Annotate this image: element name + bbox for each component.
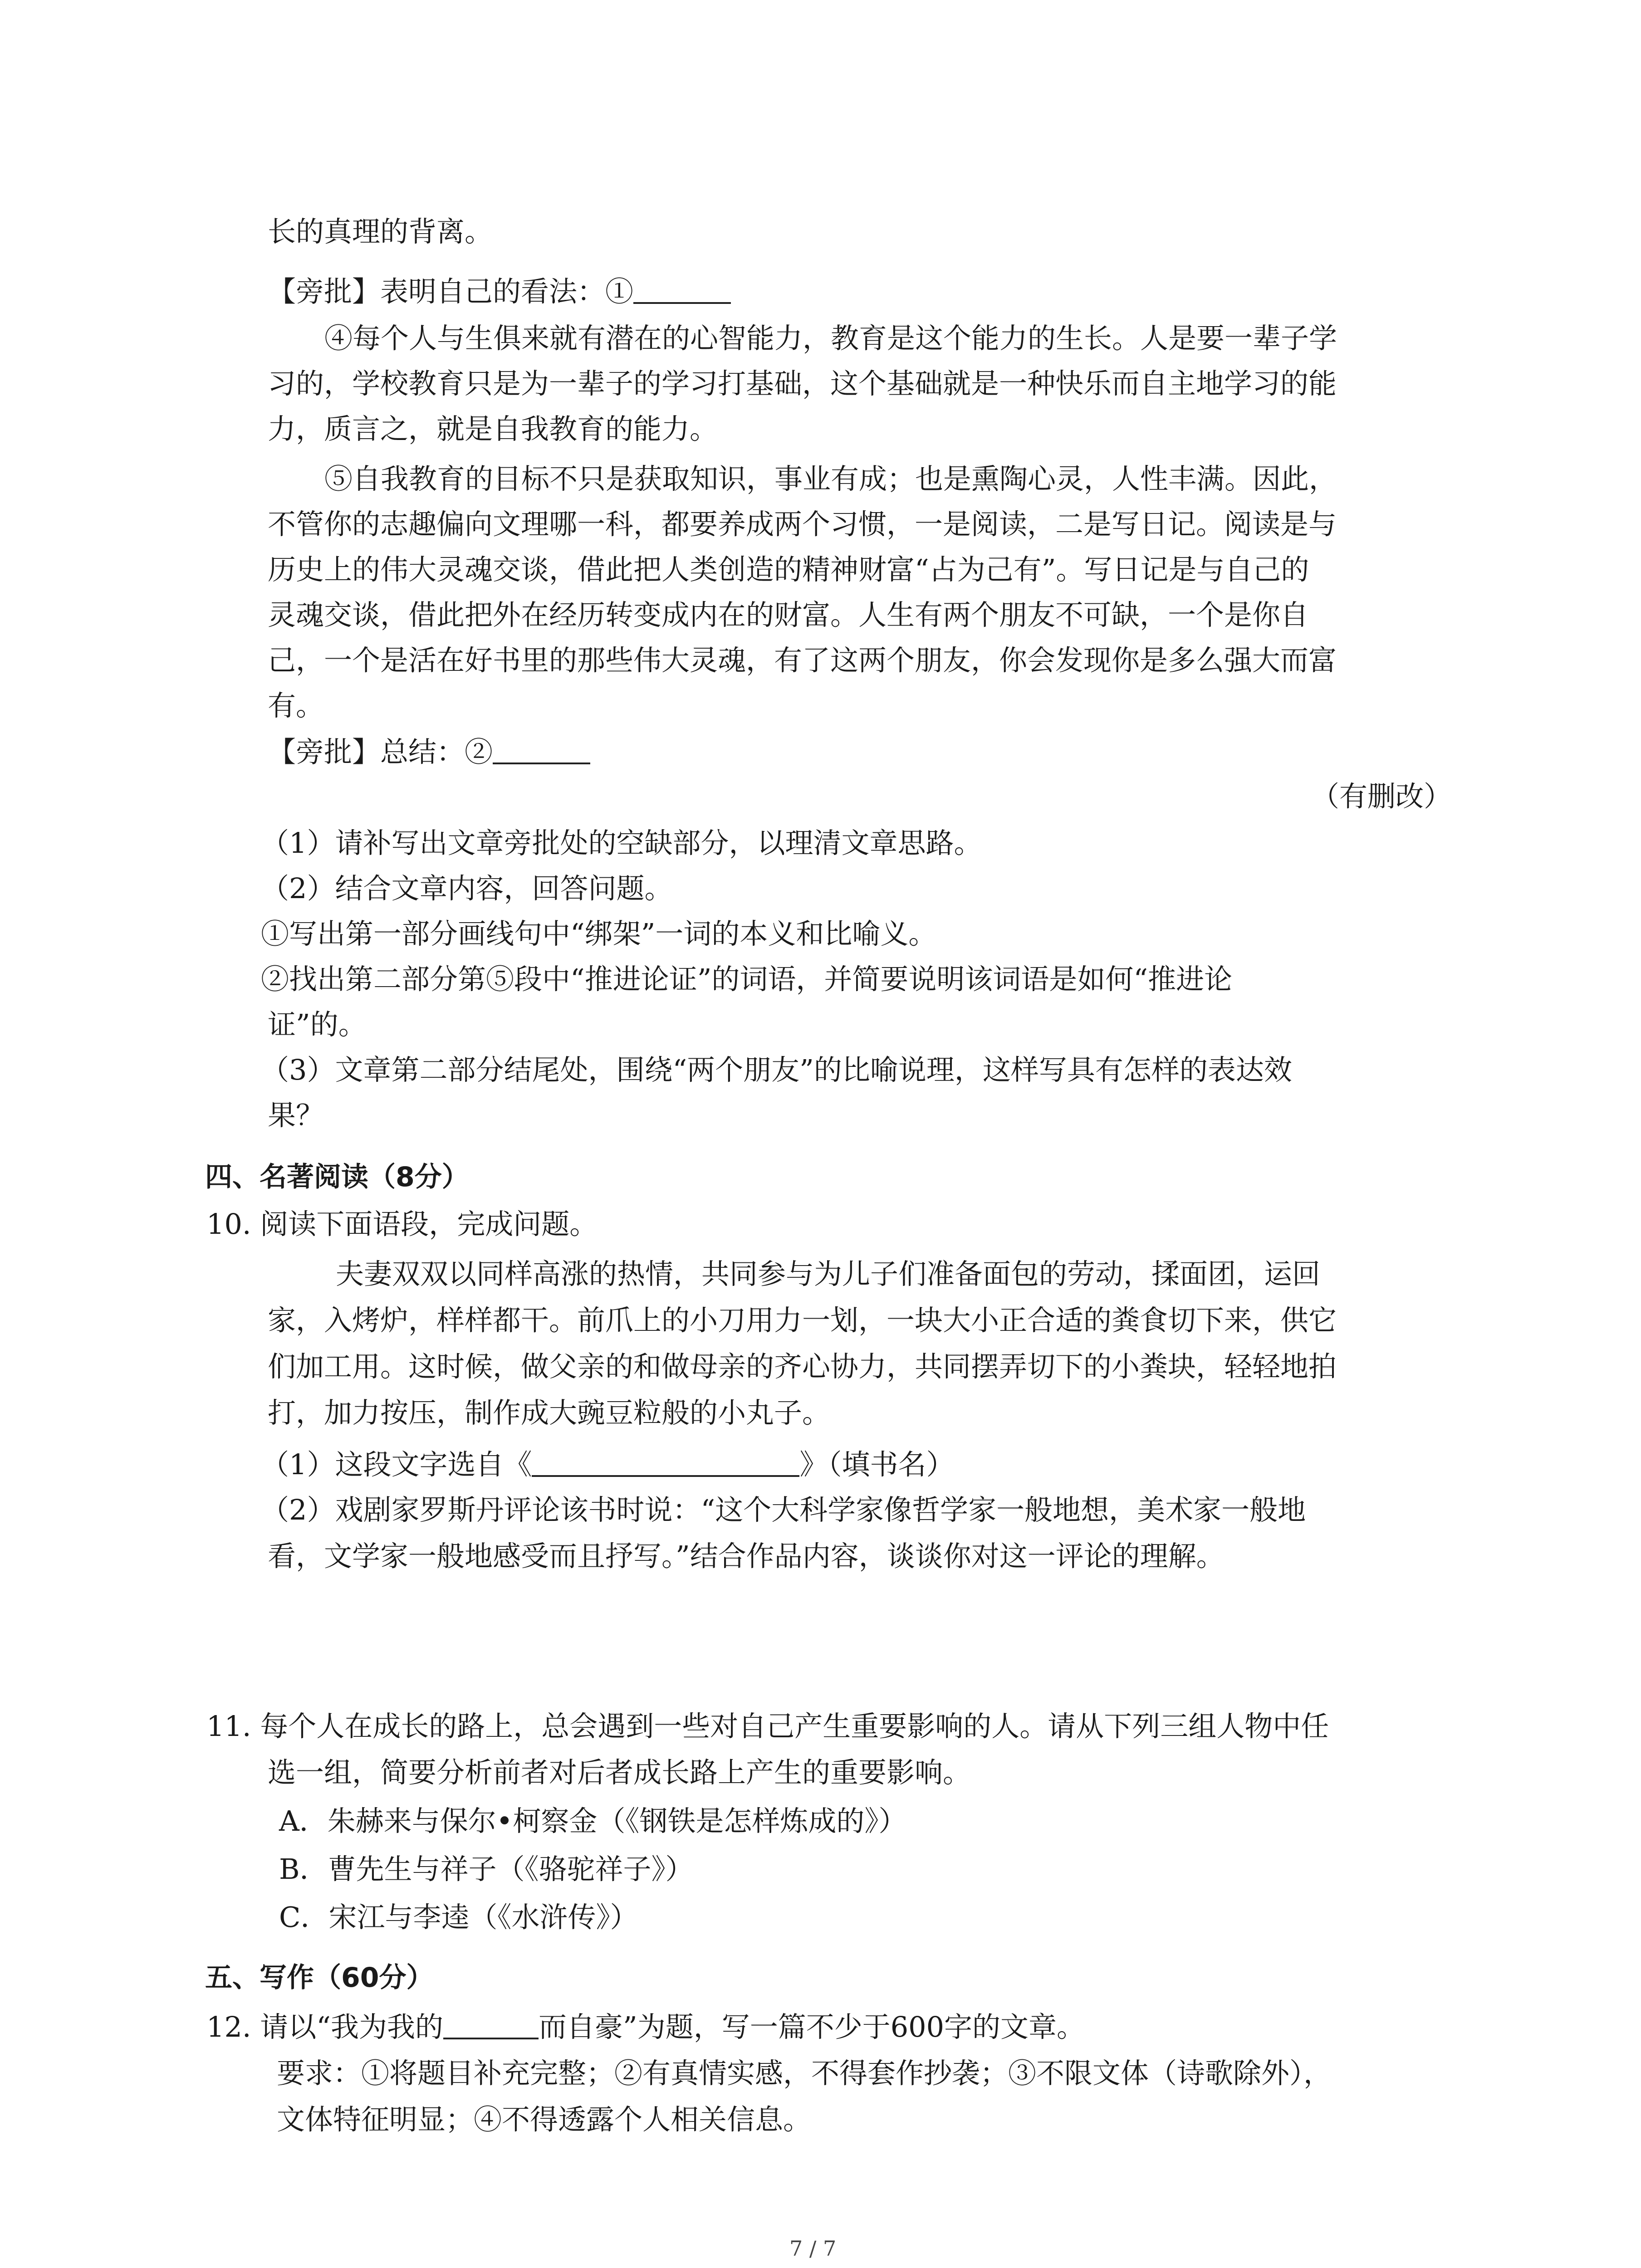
paragraph-5-line-5: 己，一个是活在好书里的那些伟大灵魂，有了这两个朋友，你会发现你是多么强大而富 [268, 644, 1337, 677]
question-12-stem [206, 2012, 1085, 2041]
side-note-1-label: 【旁批】表明自己的看法：① [268, 275, 634, 308]
question-2-sub-2-line-1: ②找出第二部分第⑤段中“推进论证”的词语，并简要说明该词语是如何“推进论 [261, 963, 1233, 996]
q10-passage-line-1: 夫妻双双以同样高涨的热情，共同参与为儿子们准备面包的劳动，揉面团，运回 [336, 1257, 1321, 1290]
paragraph-5-line-6: 有。 [268, 689, 324, 722]
q10-sub-2-line-2: 看，文学家一般地感受而且抒写。”结合作品内容，谈谈你对这一评论的理解。 [268, 1540, 1225, 1573]
q10-passage-line-3: 们加工用。这时候，做父亲的和做母亲的齐心协力，共同摆弄切下的小粪块，轻轻地拍 [268, 1350, 1337, 1383]
essay-title-blank[interactable] [443, 2012, 539, 2039]
q11-option-b: B．曹先生与祥子（《骆驼祥子》） [279, 1853, 694, 1886]
q12-stem-suffix: 而自豪”为题，写一篇不少于600字的文章。 [539, 2010, 1085, 2043]
question-11-stem-line-2: 选一组，简要分析前者对后者成长路上产生的重要影响。 [268, 1756, 971, 1789]
paragraph-5-line-4: 灵魂交谈，借此把外在经历转变成内在的财富。人生有两个朋友不可缺，一个是你自 [268, 598, 1309, 631]
q10-sub-1-suffix: 》（填书名） [799, 1448, 955, 1481]
question-3-line-1: （3）文章第二部分结尾处，围绕“两个朋友”的比喻说理，这样写具有怎样的表达效 [261, 1053, 1292, 1086]
section-5-heading: 五、写作（60分） [205, 1962, 434, 1994]
q11-option-c: C．宋江与李逵（《水浒传》） [279, 1901, 638, 1934]
side-note-2 [268, 737, 590, 766]
passage-line: 长的真理的背离。 [268, 215, 493, 248]
source-note: （有删改） [1311, 780, 1452, 813]
question-10-stem: 10. 阅读下面语段，完成问题。 [206, 1207, 598, 1241]
side-note-2-label: 【旁批】总结：② [268, 735, 493, 768]
paragraph-5-line-3: 历史上的伟大灵魂交谈，借此把人类创造的精神财富“占为己有”。写日记是与自己的 [268, 553, 1309, 586]
q11-option-a: A．朱赫来与保尔•柯察金（《钢铁是怎样炼成的》） [279, 1804, 907, 1838]
q10-sub-1-prefix: （1）这段文字选自《 [261, 1448, 532, 1481]
q12-stem-prefix: 12. 请以“我为我的 [206, 2010, 444, 2043]
side-note-1 [268, 277, 731, 306]
q12-requirement-line-2: 文体特征明显；④不得透露个人相关信息。 [277, 2103, 812, 2136]
q10-sub-2-line-1: （2）戏剧家罗斯丹评论该书时说：“这个大科学家像哲学家一般地想，美术家一般地 [261, 1493, 1306, 1526]
question-2-sub-2-line-2: 证”的。 [268, 1008, 367, 1041]
paragraph-5-line-1: ⑤自我教育的目标不只是获取知识，事业有成；也是熏陶心灵，人性丰满。因此， [324, 462, 1337, 495]
page-number: 7 / 7 [789, 2236, 837, 2261]
answer-blank-1[interactable] [633, 277, 731, 304]
q10-sub-1 [261, 1450, 954, 1479]
question-2: （2）结合文章内容，回答问题。 [261, 872, 673, 905]
answer-blank-2[interactable] [493, 737, 590, 764]
paragraph-4-line-3: 力，质言之，就是自我教育的能力。 [268, 412, 718, 445]
question-2-sub-1: ①写出第一部分画线句中“绑架”一词的本义和比喻义。 [261, 917, 937, 950]
question-1: （1）请补写出文章旁批处的空缺部分，以理清文章思路。 [261, 826, 982, 860]
q12-requirement-line-1: 要求：①将题目补充完整；②有真情实感，不得套作抄袭；③不限文体（诗歌除外）， [277, 2057, 1332, 2090]
q10-passage-line-4: 打，加力按压，制作成大豌豆粒般的小丸子。 [268, 1396, 831, 1429]
paragraph-4-line-2: 习的，学校教育只是为一辈子的学习打基础，这个基础就是一种快乐而自主地学习的能 [268, 367, 1337, 400]
book-title-blank[interactable] [532, 1450, 799, 1477]
q10-passage-line-2: 家，入烤炉，样样都干。前爪上的小刀用力一划，一块大小正合适的粪食切下来，供它 [268, 1304, 1337, 1337]
question-3-line-2: 果？ [268, 1099, 324, 1132]
paragraph-5-line-2: 不管你的志趣偏向文理哪一科，都要养成两个习惯，一是阅读，二是写日记。阅读是与 [268, 508, 1337, 541]
paragraph-4-line-1: ④每个人与生俱来就有潜在的心智能力，教育是这个能力的生长。人是要一辈子学 [324, 322, 1337, 355]
section-4-heading: 四、名著阅读（8分） [205, 1161, 469, 1193]
question-11-stem-line-1: 11. 每个人在成长的路上，总会遇到一些对自己产生重要影响的人。请从下列三组人物中任 [206, 1710, 1329, 1743]
